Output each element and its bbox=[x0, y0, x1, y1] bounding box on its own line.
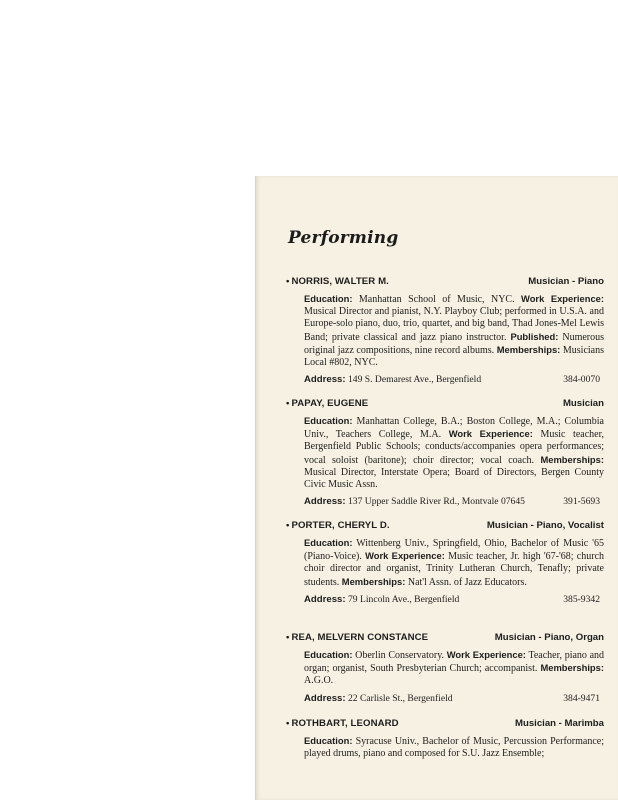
published-label: Published: bbox=[510, 330, 559, 342]
entry-role: Musician bbox=[562, 398, 604, 409]
directory-entry bbox=[286, 520, 608, 605]
memberships-label: Memberships: bbox=[540, 662, 604, 674]
entry-role: Musician - Piano bbox=[528, 276, 604, 287]
section-heading: Performing bbox=[288, 228, 399, 248]
entry-description bbox=[286, 537, 608, 589]
education-label: Education: bbox=[304, 537, 353, 548]
address-row bbox=[286, 496, 608, 507]
education-label: Education: bbox=[304, 293, 353, 304]
work-text: Music teacher, Bergenfield Public Schools; conducts/accompanies opera performances; vocal soloist (baritone); choir director; vocal coach. bbox=[304, 429, 605, 466]
work-label: Work Experience: bbox=[446, 649, 526, 660]
address-text: 22 Carlisle St., Bergenfield bbox=[348, 692, 453, 704]
education-label: Education: bbox=[304, 735, 353, 746]
directory-entry bbox=[286, 718, 608, 760]
phone-number: 384-0070 bbox=[563, 374, 600, 386]
address-label: Address: bbox=[304, 692, 346, 704]
memberships-label: Memberships: bbox=[540, 453, 604, 465]
entry-name: • REA, MELVERN CONSTANCE bbox=[286, 632, 428, 643]
entry-name: • NORRIS, WALTER M. bbox=[286, 276, 389, 287]
address-label: Address: bbox=[304, 374, 346, 386]
education-text: Syracuse Univ., Bachelor of Music, Percussion Performance; played drums, piano and composed for S.U. Jazz Ensemble; bbox=[304, 736, 604, 760]
entry-name: • PORTER, CHERYL D. bbox=[286, 520, 390, 531]
work-text: Music teacher, Jr. high '67-'68; church choir director and organist, Trinity Lutheran Church, Tenafly; private students. bbox=[304, 551, 605, 588]
memberships-text: Musical Director, Interstate Opera; Board of Directors, Bergen County Civic Music Assn. bbox=[304, 466, 604, 491]
memberships-text: A.G.O. bbox=[304, 675, 334, 687]
work-label: Work Experience: bbox=[365, 550, 445, 562]
entry-role: Musician - Piano, Organ bbox=[494, 632, 604, 643]
directory-page bbox=[256, 176, 618, 800]
entry-name: • PAPAY, EUGENE bbox=[286, 398, 368, 409]
phone-number: 384-9471 bbox=[563, 692, 600, 704]
entry-description bbox=[286, 415, 608, 491]
memberships-text: Musicians Local #802, NYC. bbox=[304, 344, 604, 369]
entry-description bbox=[286, 293, 608, 369]
work-text: Musical Director and pianist, N.Y. Playboy Club; performed in U.S.A. and Europe-solo piano, duo, trio, quartet, and big band, Thad Jones-Mel Lewis Band; private classical and jazz piano instructor. bbox=[304, 306, 604, 343]
phone-number: 391-5693 bbox=[563, 496, 600, 508]
memberships-label: Memberships: bbox=[341, 575, 406, 587]
directory-entry bbox=[286, 276, 608, 385]
education-label: Education: bbox=[304, 649, 353, 660]
memberships-text: Nat'l Assn. of Jazz Educators. bbox=[407, 576, 527, 588]
address-text: 79 Lincoln Ave., Bergenfield bbox=[348, 593, 460, 605]
education-text: Oberlin Conservatory. bbox=[355, 650, 445, 661]
directory-entry bbox=[286, 398, 608, 507]
address-row bbox=[286, 594, 608, 605]
phone-number: 385-9342 bbox=[563, 593, 600, 605]
education-text: Manhattan College, B.A.; Boston College, M.A.; Columbia Univ., Teachers College, M.A. bbox=[304, 416, 605, 441]
published-text: Numerous original jazz compositions, nine record albums. bbox=[304, 331, 605, 356]
address-text: 137 Upper Saddle River Rd., Montvale 07645 bbox=[348, 496, 525, 508]
address-label: Address: bbox=[304, 496, 346, 508]
work-label: Work Experience: bbox=[448, 428, 533, 440]
address-row bbox=[286, 693, 608, 704]
entry-description bbox=[286, 649, 608, 688]
entry-role: Musician - Piano, Vocalist bbox=[486, 520, 604, 531]
entry-name: • ROTHBART, LEONARD bbox=[286, 718, 399, 729]
directory-entry bbox=[286, 632, 608, 704]
education-text: Wittenberg Univ., Springfield, Ohio, Bachelor of Music '65 (Piano-Voice). bbox=[304, 538, 604, 563]
address-row bbox=[286, 374, 608, 385]
address-text: 149 S. Demarest Ave., Bergenfield bbox=[348, 374, 482, 386]
entry-description bbox=[286, 735, 608, 760]
entry-role: Musician - Marimba bbox=[514, 718, 604, 729]
work-text: Teacher, piano and organ; organist, South Presbyterian Church; accompanist. bbox=[304, 650, 605, 675]
memberships-label: Memberships: bbox=[496, 343, 561, 355]
education-label: Education: bbox=[304, 415, 353, 426]
education-text: Manhattan School of Music, NYC. bbox=[358, 294, 515, 305]
work-label: Work Experience: bbox=[521, 293, 604, 304]
address-label: Address: bbox=[304, 593, 346, 605]
